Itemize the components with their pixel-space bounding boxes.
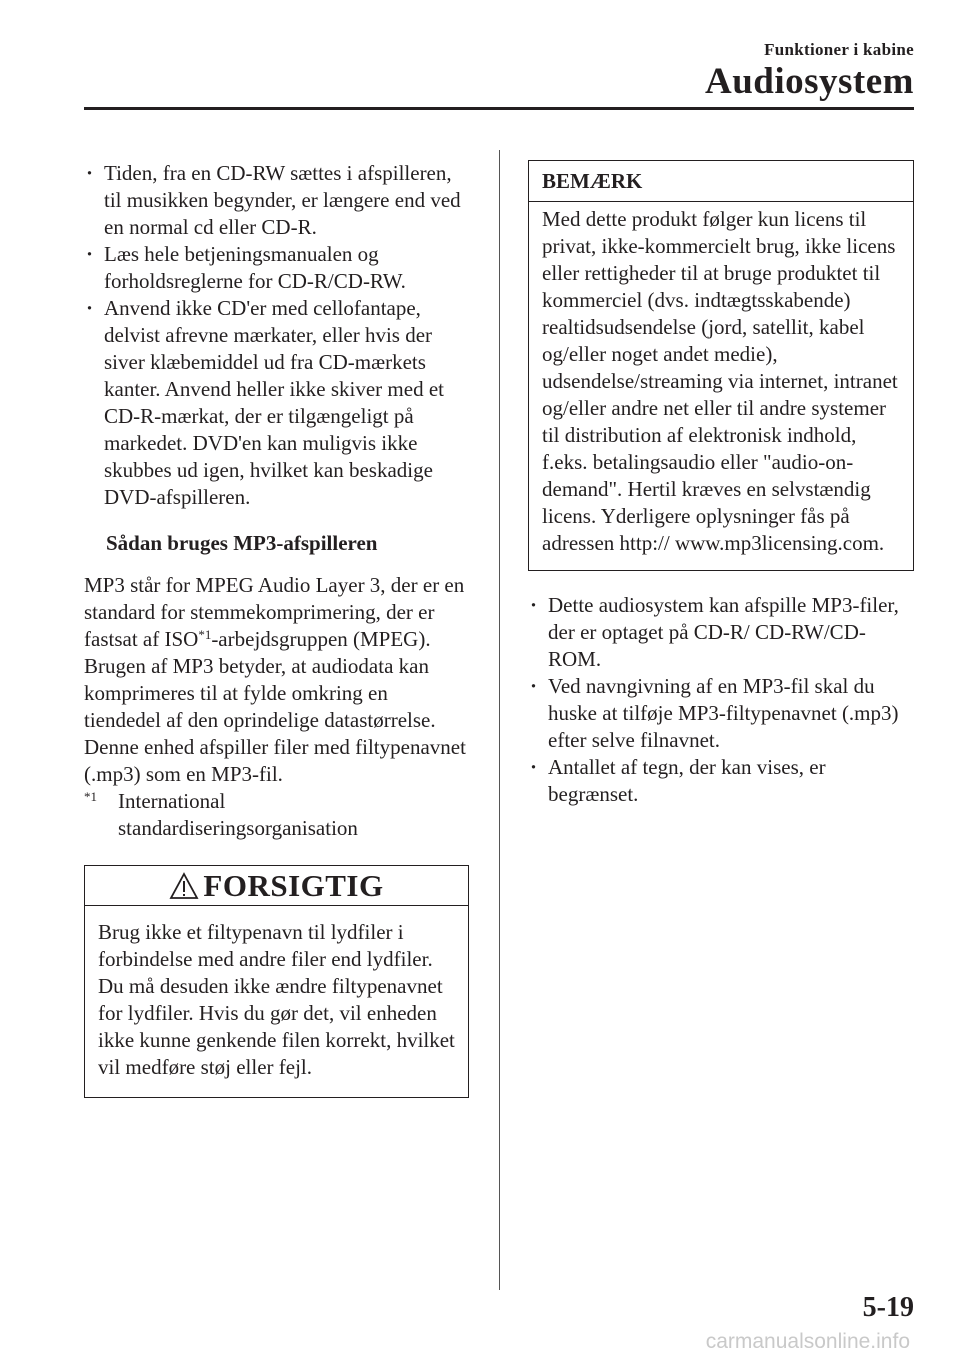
caution-text: Brug ikke et filtypenavn til lydfiler i forbindelse med andre filer end lydfiler. Du må desuden ikke ændre filtypenavnet for lydfiler. Hvis du gør det, vil enheden ikke kunne genkende filen korrekt, hvilket vil medføre støj eller fejl. [98, 920, 455, 1079]
note-box [528, 160, 914, 571]
bullet-item: · Læs hele betjeningsmanualen og forholdsreglerne for CD-R/CD-RW. [84, 241, 469, 295]
warning-triangle-icon [169, 872, 199, 900]
bullet-item: · Dette audiosystem kan afspille MP3-filer, der er optaget på CD-R/ CD-RW/CD-ROM. [528, 592, 914, 673]
caution-header [85, 866, 468, 906]
section-title: Funktioner i kabine [764, 40, 914, 59]
footnote-mark: *1 [84, 789, 97, 804]
footnote-reference: *1 [198, 627, 212, 642]
paragraph-mp3-compression: Brugen af MP3 betyder, at audiodata kan komprimeres til at fylde omkring en tiendedel af den oprindelige datastørrelse. Denne enhed afspiller filer med filtypenavnet (.mp3) som en MP3-fil. [84, 654, 466, 786]
page-number: 5-19 [862, 1292, 914, 1323]
footnote-text: International standardiseringsorganisation [118, 789, 358, 840]
bullet-item: · Antallet af tegn, der kan vises, er begrænset. [528, 754, 914, 808]
page-title: Audiosystem [704, 61, 914, 102]
bullet-item: · Tiden, fra en CD-RW sættes i afspilleren, til musikken begynder, er længere end ved en normal cd eller CD-R. [84, 160, 469, 241]
note-text: Med dette produkt følger kun licens til privat, ikke-kommercielt brug, ikke licens eller rettigheder til at bruge produktet til kommerciel (dvs. indtægtsskabende) realtidsudsendelse (jord, satellit, kabel og/eller noget andet medie), udsendelse/streaming via internet, intranet og/eller andre net eller til andre systemer til distribution af elektronisk indhold, f.eks. betalingsaudio eller "audio-on-demand". Hertil kræves en selvstændig licens. Yderligere oplysninger fås på adressen http:// www.mp3licensing.com. [542, 207, 898, 555]
paragraph-mp3-definition [84, 572, 469, 653]
paragraph-text: MP3 står for MPEG Audio Layer 3, der er en standard for stemmekomprimering, der er fastsat af ISO [84, 573, 465, 651]
left-column [84, 160, 469, 1098]
header-divider [84, 107, 914, 110]
note-title: BEMÆRK [529, 161, 913, 202]
watermark: carmanualsonline.info [705, 1330, 910, 1353]
column-divider [499, 150, 500, 1290]
right-column [528, 160, 914, 808]
caution-box [84, 865, 469, 1098]
caution-title: FORSIGTIG [203, 867, 384, 903]
section-heading: Sådan bruges MP3-afspilleren [106, 531, 378, 555]
footnote [84, 788, 469, 842]
paragraph-text: -arbejdsgruppen (MPEG). [211, 627, 431, 651]
bullet-item: · Ved navngivning af en MP3-fil skal du huske at tilføje MP3-filtypenavnet (.mp3) efter selve filnavnet. [528, 673, 914, 754]
bullet-item: · Anvend ikke CD'er med cellofantape, delvist afrevne mærkater, eller hvis der siver klæbemiddel ud fra CD-mærkets kanter. Anvend heller ikke skiver med et CD-R-mærkat, der er tilgængeligt på markedet. DVD'en kan muligvis ikke skubbes ud igen, hvilket kan beskadige DVD-afspilleren. [84, 295, 469, 511]
